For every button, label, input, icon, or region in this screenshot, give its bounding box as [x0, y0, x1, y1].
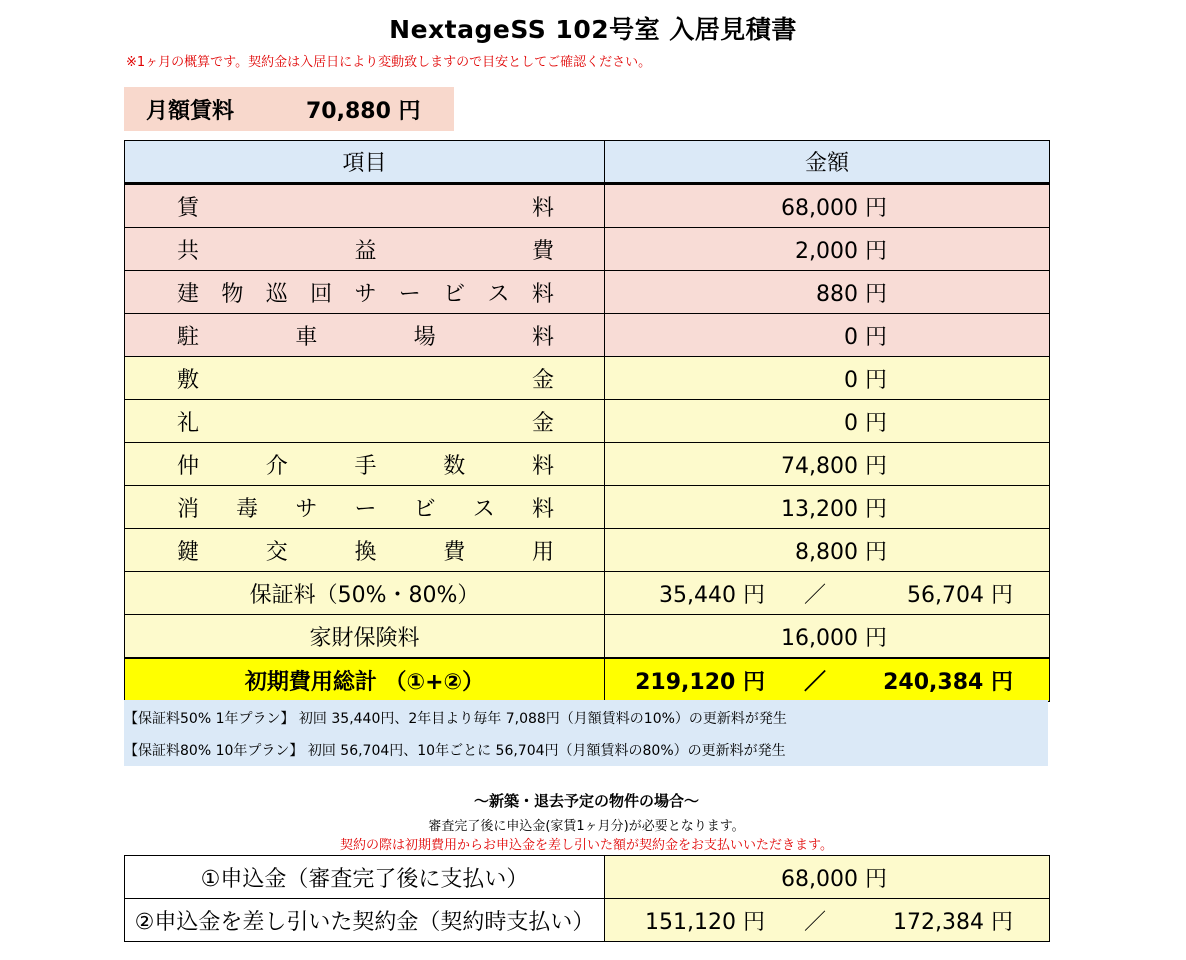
new-build-note: 審査完了後に申込金(家賃1ヶ月分)が必要となります。: [428, 819, 745, 834]
item-label: 礼 金: [177, 410, 554, 436]
item-label: 建 物 巡 回 サ ー ビ ス 料: [177, 281, 554, 307]
table-row: [125, 314, 1050, 357]
new-build-warning: 契約の際は初期費用からお申込金を差し引いた額が契約金をお支払いいただきます。: [340, 838, 833, 853]
new-build-title: ～新築・退去予定の物件の場合～: [473, 792, 699, 810]
table-row: [125, 228, 1050, 271]
item-label: 消 毒 サ ー ビ ス 料: [177, 496, 554, 522]
item-amount: 880 円: [605, 271, 1050, 314]
guarantee-row: [125, 572, 1050, 615]
insurance-amount: 16,000 円: [605, 615, 1050, 659]
cost-table: [124, 140, 1050, 702]
guarantee-amounts: [605, 578, 1049, 609]
separator: ／: [803, 582, 826, 608]
table-row: [125, 400, 1050, 443]
item-label: 賃 料: [177, 195, 554, 221]
total-amounts: [605, 665, 1049, 696]
insurance-label: 家財保険料: [125, 615, 605, 659]
contract-fee-label: ②申込金を差し引いた契約金（契約時支払い）: [125, 899, 605, 942]
plan-notes: [124, 700, 1048, 766]
item-label: 敷 金: [177, 367, 554, 393]
estimate-note: ※1ヶ月の概算です。契約金は入居日により変動致しますので目安としてご確認ください。: [126, 55, 652, 70]
monthly-rent-value: 70,880 円: [306, 98, 421, 124]
item-label: 仲 介 手 数 料: [177, 453, 554, 479]
item-amount: 0 円: [605, 400, 1050, 443]
contract-fee-amounts: [605, 905, 1049, 936]
table-row: [125, 271, 1050, 314]
application-fee-amount: 68,000 円: [605, 856, 1050, 899]
plan-note-80: 【保証料80% 10年プラン】 初回 56,704円、10年ごとに 56,704円（月額賃料の80%）の更新料が発生: [124, 743, 786, 759]
guarantee-amount-80: 56,704 円: [907, 582, 1013, 608]
application-fee-table: [124, 855, 1050, 942]
item-label: 共 益 費: [177, 238, 554, 264]
table-header-row: [125, 141, 1050, 184]
table-row: [125, 529, 1050, 572]
contract-fee-50: 151,120 円: [645, 909, 765, 935]
item-label: 駐 車 場 料: [177, 324, 554, 350]
total-row: [125, 658, 1050, 702]
header-amount: 金額: [605, 141, 1050, 184]
item-label: 鍵 交 換 費 用: [177, 539, 554, 565]
monthly-rent-box: [124, 87, 454, 131]
table-row: [125, 443, 1050, 486]
header-item: 項目: [125, 141, 605, 184]
total-amount-50: 219,120 円: [635, 669, 765, 695]
separator: ／: [803, 909, 826, 935]
item-amount: 13,200 円: [605, 486, 1050, 529]
total-label: 初期費用総計 （①+②）: [125, 658, 605, 702]
application-fee-label: ①申込金（審査完了後に支払い）: [125, 856, 605, 899]
table-row: [125, 357, 1050, 400]
insurance-row: [125, 615, 1050, 659]
document-title: NextageSS 102号室 入居見積書: [389, 15, 797, 44]
plan-note-50: 【保証料50% 1年プラン】 初回 35,440円、2年目より毎年 7,088円（月額賃料の10%）の更新料が発生: [124, 711, 787, 727]
guarantee-amount-50: 35,440 円: [659, 582, 765, 608]
table-row: [125, 184, 1050, 228]
item-amount: 0 円: [605, 357, 1050, 400]
table-row: [125, 486, 1050, 529]
monthly-rent-label: 月額賃料: [146, 98, 235, 124]
table-row: [125, 899, 1050, 942]
total-amount-80: 240,384 円: [883, 669, 1013, 695]
item-amount: 8,800 円: [605, 529, 1050, 572]
separator: ／: [803, 669, 826, 695]
guarantee-label: 保証料（50%・80%）: [125, 572, 605, 615]
contract-fee-80: 172,384 円: [893, 909, 1013, 935]
item-amount: 68,000 円: [605, 184, 1050, 228]
item-amount: 74,800 円: [605, 443, 1050, 486]
item-amount: 0 円: [605, 314, 1050, 357]
item-amount: 2,000 円: [605, 228, 1050, 271]
table-row: [125, 856, 1050, 899]
